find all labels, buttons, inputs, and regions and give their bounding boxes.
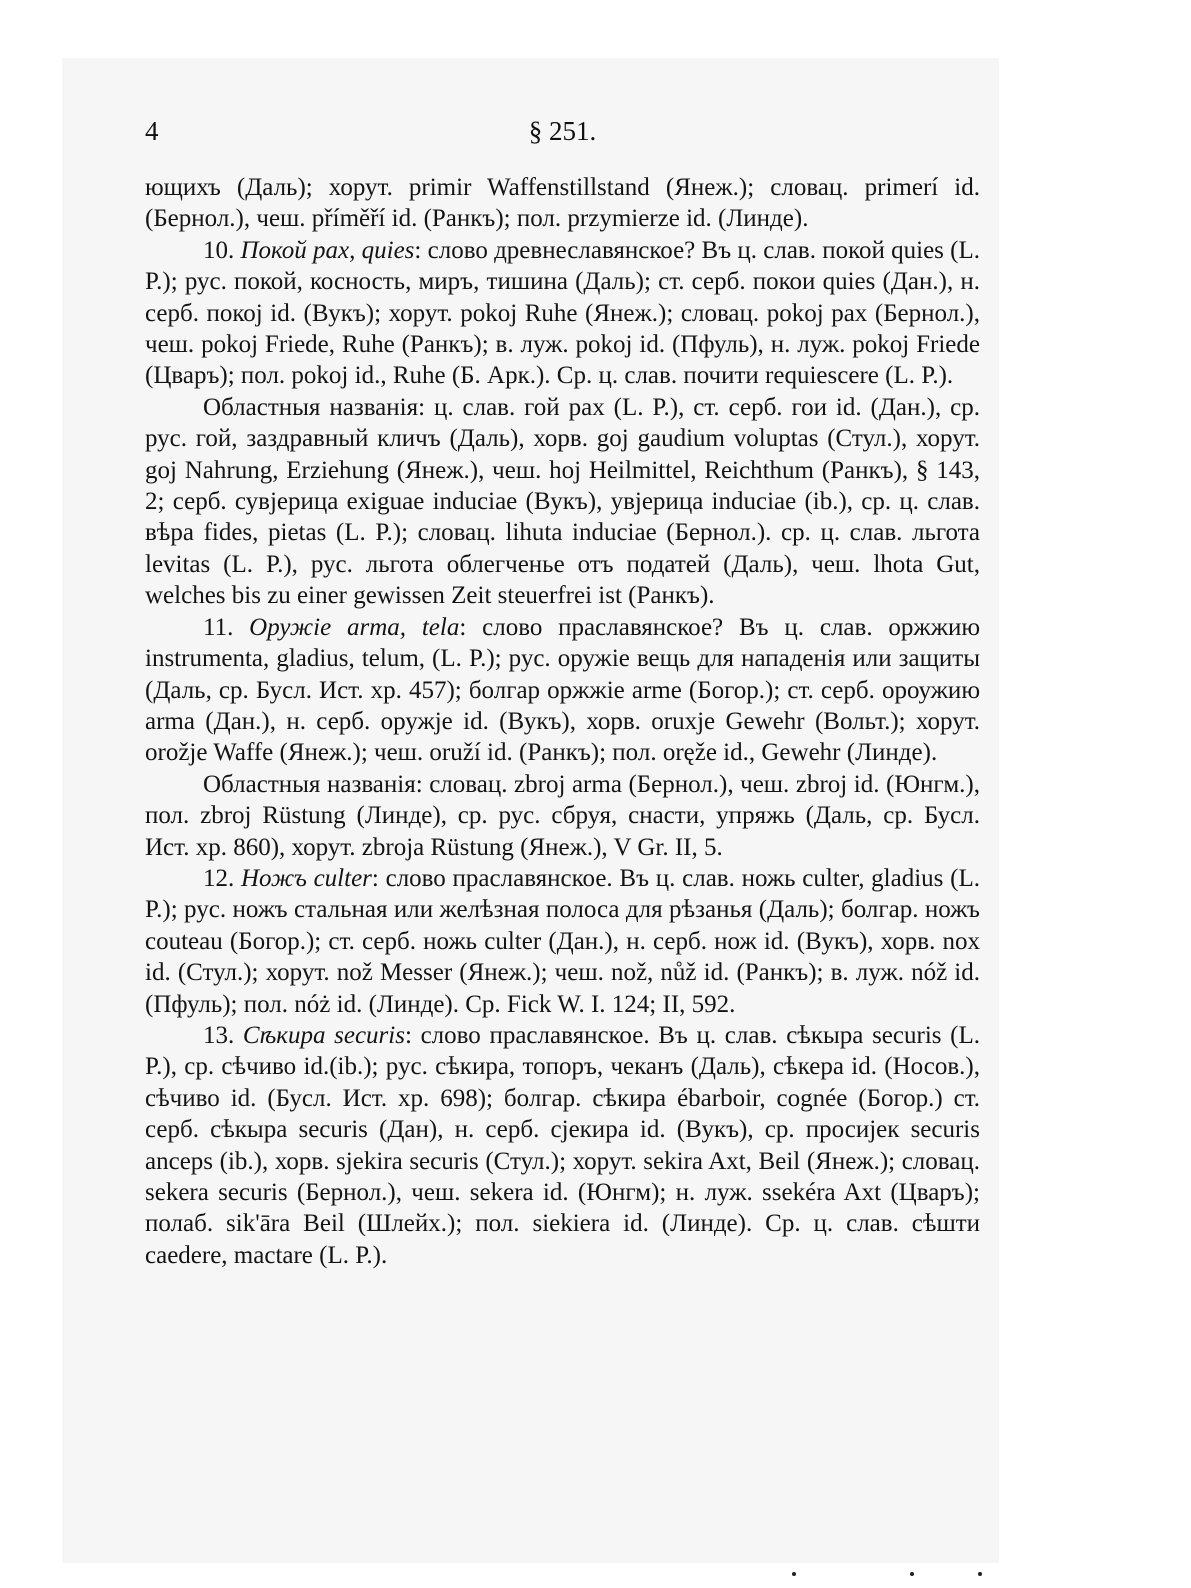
entry-headword: Сѣкира securis [242,1021,405,1049]
entry-text: : слово праславянское. Въ ц. слав. ножь culter, gladius (L. P.); рус. ножъ стальная или желѣзная полоса для рѣзанья (Даль); болгар. ножъ couteau (Богор.); ст. серб. ножь culter (Дан.), н. серб. нож id. (Вукъ), хорв. nox id. (Стул.); хорут. nož Messer (Янеж.); чеш. nož, nůž id. (Ранкъ); в. луж. nóž id. (Пфуль); пол. nóż id. (Линде). Ср. Fick W. I. 124; II, 592. [145,864,980,1018]
entry-12 [145,863,980,1020]
page-header [145,116,980,156]
paragraph-text: Областныя названія: словац. zbroj arma (Бернол.), чеш. zbroj id. (Юнгм.), пол. zbroj Rüstung (Линде), ср. рус. сбруя, снасти, упряжь (Даль, ср. Бусл. Ист. хр. 860), хорут. zbroja Rüstung (Янеж.), V Gr. II, 5. [145,770,980,861]
entry-number: 11. [203,613,234,641]
paragraph-text: Областныя названія: ц. слав. гой pax (L. P.), ст. серб. гои id. (Дан.), ср. рус. гой, заздравный кличъ (Даль), хорв. goj gaudium voluptas (Стул.), хорут. goj Nahrung, Erziehung (Янеж.), чеш. hoj Heilmittel, Reichthum (Ранкъ), § 143, 2; серб. сувјерица exiguae induciae (Вукъ), увјерица induciae (ib.), ср. ц. слав. вѣра fides, pietas (L. P.); словац. lihuta induciae (Бернол.). ср. ц. слав. льгота levitas (L. P.), рус. льгота облегченье отъ податей (Даль), чеш. lhota Gut, welches bis zu einer gewissen Zeit steuerfrei ist (Ранкъ). [145,393,980,610]
entry-number: 13. [203,1021,235,1049]
entry-headword: Ножъ culter [241,864,372,892]
entry-13 [145,1020,980,1271]
paragraph-continuation [145,172,980,235]
entry-10 [145,235,980,392]
body-text [145,172,980,1271]
scan-artifacts [790,1572,990,1578]
entry-number: 10. [203,236,235,264]
entry-headword: Оружіе arma, tela [249,613,460,641]
regional-names-paragraph [145,392,980,612]
scan-dot [978,1572,982,1576]
entry-headword: Покой pax, quies [240,236,415,264]
scan-dot [792,1572,796,1576]
entry-number: 12. [203,864,235,892]
entry-text: : слово праславянское. Въ ц. слав. сѣкыра securis (L. P.), ср. сѣчиво id.(ib.); рус. сѣкира, топоръ, чеканъ (Даль), сѣкера id. (Носов.), сѣчиво id. (Бусл. Ист. хр. 698); болгар. сѣкира ébarboir, cognée (Богор.) ст. серб. сѣкыра securis (Дан), н. серб. сјекира id. (Вукъ), ср. просијек securis anceps (ib.), хорв. sjekira securis (Стул.); хорут. sekira Axt, Beil (Янеж.); словац. sekera securis (Бернол.), чеш. sekera id. (Юнгм); н. луж. ssekéra Axt (Цваръ); полаб. sik'āra Beil (Шлейх.); пол. siekiera id. (Линде). Ср. ц. слав. сѣшти caedere, mactare (L. P.). [145,1021,981,1269]
paragraph-text: ющихъ (Даль); хорут. primir Waffenstillstand (Янеж.); словац. primerí id. (Бернол.), чеш. příměří id. (Ранкъ); пол. przymierze id. (Линде). [145,174,980,233]
entry-text: : слово древнеславянское? Въ ц. слав. покой quies (L. P.); рус. покой, косность, миръ, тишина (Даль); ст. серб. покои quies (Дан.), н. серб. покој id. (Вукъ); хорут. pokoj Ruhe (Янеж.); словац. pokoj pax (Бернол.), чеш. pokoj Friede, Ruhe (Ранкъ); в. луж. pokoj id. (Пфуль), н. луж. pokoj Friede (Цваръ); пол. pokoj id., Ruhe (Б. Арк.). Ср. ц. слав. почити requiescere (L. P.). [145,236,980,390]
scan-dot [910,1572,914,1576]
entry-text: : слово праславянское? Въ ц. слав. оржжию instrumenta, gladius, telum, (L. P.); рус. оружіе вещь для нападенія или защиты (Даль, ср. Бусл. Ист. хр. 457); болгар оржжіе arme (Богор.); ст. серб. ороужию arma (Дан.), н. серб. оружје id. (Вукъ), хорв. oruxje Gewehr (Вольт.); хорут. orožje Waffe (Янеж.); чеш. oruží id. (Ранкъ); пол. oręže id., Gewehr (Линде). [145,613,981,767]
entry-11 [145,612,980,769]
section-heading: § 251. [528,116,597,146]
page-number: 4 [145,116,159,146]
regional-names-paragraph [145,769,980,863]
